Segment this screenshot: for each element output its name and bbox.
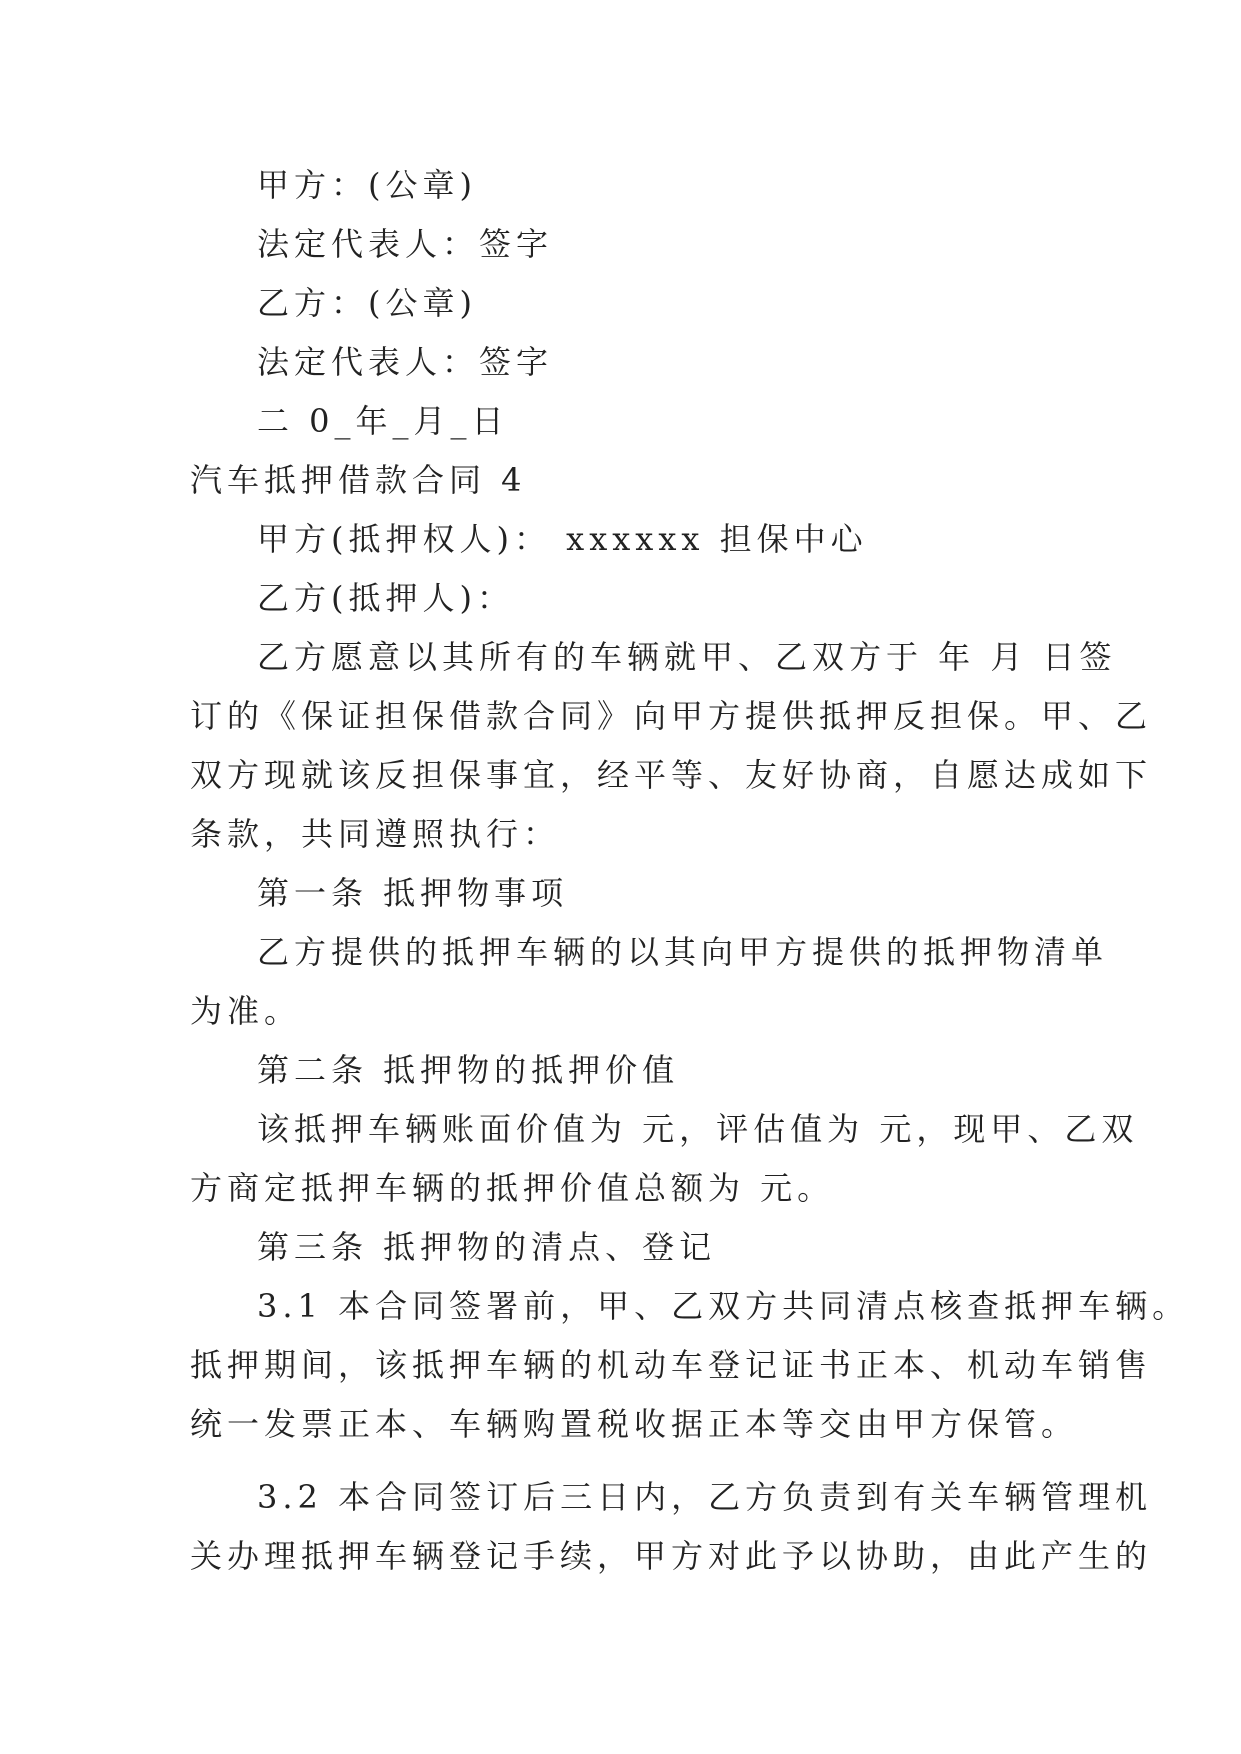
article-2-heading: 第二条 抵押物的抵押价值: [257, 1051, 680, 1089]
paragraph-line: 关办理抵押车辆登记手续，甲方对此予以协助，由此产生的: [190, 1537, 1153, 1575]
party-b-representative: 法定代表人：签字: [257, 343, 554, 381]
paragraph-line: 双方现就该反担保事宜，经平等、友好协商，自愿达成如下: [190, 756, 1153, 794]
paragraph-line: 该抵押车辆账面价值为 元，评估值为 元，现甲、乙双: [257, 1110, 1139, 1148]
paragraph-line: 抵押期间，该抵押车辆的机动车登记证书正本、机动车销售: [190, 1346, 1153, 1384]
article-3-heading: 第三条 抵押物的清点、登记: [257, 1228, 717, 1266]
paragraph-line: 方商定抵押车辆的抵押价值总额为 元。: [190, 1169, 835, 1207]
paragraph-line: 为准。: [190, 992, 302, 1030]
section-title: 汽车抵押借款合同 4: [190, 461, 527, 499]
article-1-heading: 第一条 抵押物事项: [257, 874, 569, 912]
mortgagee-line: 甲方(抵押权人)： xxxxxx 担保中心: [257, 520, 868, 558]
paragraph-line: 订的《保证担保借款合同》向甲方提供抵押反担保。甲、乙: [190, 697, 1153, 735]
party-a-representative: 法定代表人：签字: [257, 225, 554, 263]
paragraph-line: 3.2 本合同签订后三日内，乙方负责到有关车辆管理机: [257, 1478, 1153, 1516]
paragraph-line: 乙方愿意以其所有的车辆就甲、乙双方于 年 月 日签: [257, 638, 1117, 676]
paragraph-line: 3.1 本合同签署前，甲、乙双方共同清点核查抵押车辆。: [257, 1287, 1190, 1325]
paragraph-line: 统一发票正本、车辆购置税收据正本等交由甲方保管。: [190, 1405, 1079, 1443]
paragraph-line: 乙方提供的抵押车辆的以其向甲方提供的抵押物清单: [257, 933, 1109, 971]
party-b-seal-line: 乙方：(公章): [257, 284, 477, 322]
party-a-seal-line: 甲方：(公章): [257, 166, 477, 204]
mortgagor-line: 乙方(抵押人)：: [257, 579, 514, 617]
paragraph-line: 条款，共同遵照执行：: [190, 815, 561, 853]
date-line: 二 0_年_月_日: [257, 402, 509, 440]
